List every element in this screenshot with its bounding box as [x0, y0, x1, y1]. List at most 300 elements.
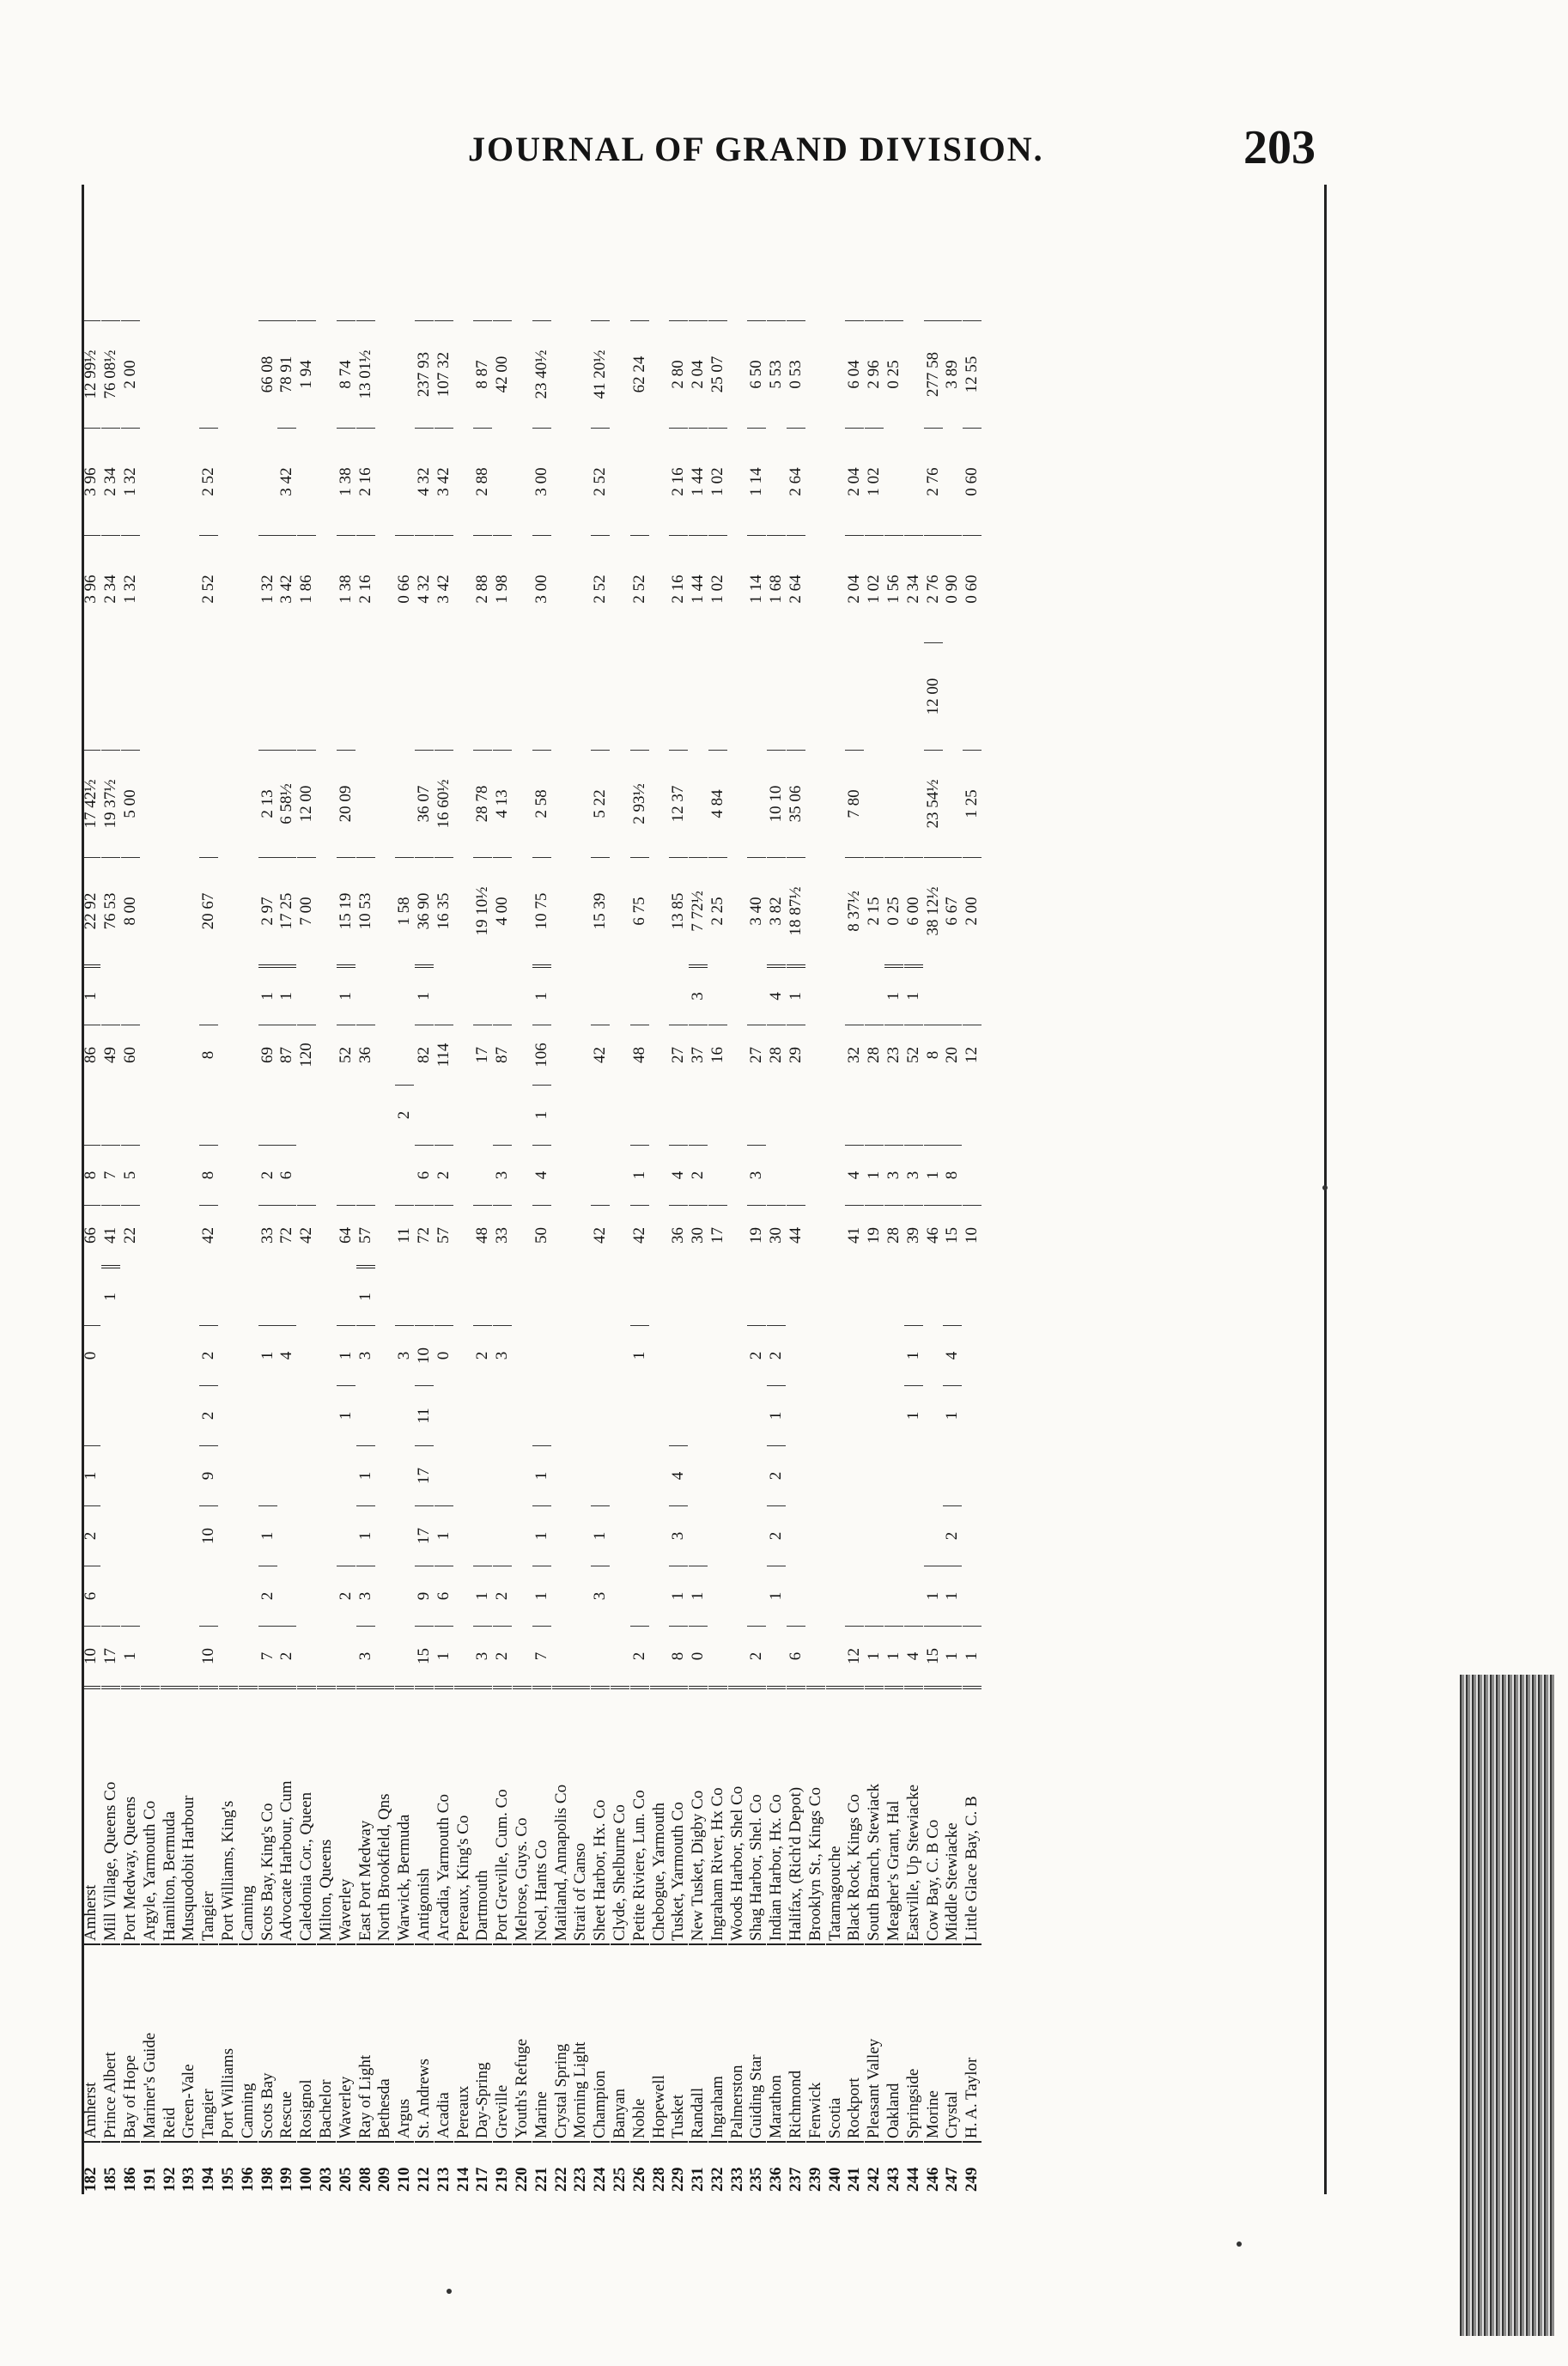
value-cell: 16 35 [435, 857, 453, 964]
division-name: Youth's Refuge [513, 1943, 532, 2141]
division-number: 233 [728, 2141, 747, 2194]
division-number: 193 [179, 2141, 198, 2194]
division-location: Advocate Harbour, Cum [277, 1686, 296, 1943]
table-row [747, 185, 767, 2194]
value-cell: 1 [865, 1626, 884, 1686]
table-row [943, 185, 963, 2194]
value-cell: 41 20½ [591, 320, 610, 428]
value-cell: 1 14 [747, 535, 766, 642]
division-name: Rescue [277, 1943, 296, 2141]
division-number: 185 [101, 2141, 120, 2194]
division-location: Argyle, Yarmouth Co [141, 1686, 160, 1943]
value-cell: 8 37½ [845, 857, 864, 964]
division-location: Tangier [199, 1686, 218, 1943]
value-cell: 8 [199, 1025, 218, 1085]
binding-edge-shadow [1460, 1675, 1554, 2336]
division-number: 249 [963, 2141, 982, 2194]
division-name: Morning Light [571, 1943, 590, 2141]
value-cell: 28 [865, 1025, 884, 1085]
value-cell: 15 [415, 1626, 434, 1686]
value-cell: 78 91 [277, 320, 296, 428]
division-location: Mill Village, Queens Co [101, 1686, 120, 1943]
value-cell: 237 93 [415, 320, 434, 428]
division-location: Tatamagouche [826, 1686, 845, 1943]
value-cell: 3 [747, 1145, 766, 1205]
value-cell: 2 88 [473, 428, 492, 535]
division-location: Tusket, Yarmouth Co [669, 1686, 688, 1943]
value-cell: 1 [787, 964, 805, 1025]
division-name: Bethesda [375, 1943, 394, 2141]
division-number: 192 [161, 2141, 179, 2194]
division-number: 195 [219, 2141, 238, 2194]
value-cell: 10 [963, 1205, 982, 1265]
division-name: Tangier [199, 1943, 218, 2141]
value-cell: 3 [395, 1325, 414, 1385]
division-location: Amherst [82, 1686, 100, 1943]
value-cell: 0 [689, 1626, 708, 1686]
division-number: 186 [121, 2141, 140, 2194]
division-name: Reid [161, 1943, 179, 2141]
value-cell: 7 80 [845, 750, 864, 857]
value-cell: 10 [199, 1626, 218, 1686]
value-cell: 2 64 [787, 428, 805, 535]
returns-table [82, 185, 1327, 2194]
value-cell: 10 [415, 1325, 434, 1385]
division-location: Waverley [337, 1686, 356, 1943]
value-cell: 10 53 [356, 857, 375, 964]
division-location: Port Medway, Queens [121, 1686, 140, 1943]
value-cell: 1 [532, 1445, 551, 1505]
table-row [649, 185, 669, 2194]
value-cell: 12 99½ [82, 320, 100, 428]
division-location: South Branch, Stewiack [865, 1686, 884, 1943]
value-cell: 27 [669, 1025, 688, 1085]
table-row [317, 185, 337, 2194]
division-name: Scots Bay [258, 1943, 277, 2141]
value-cell: 17 25 [277, 857, 296, 964]
value-cell: 1 [904, 1325, 923, 1385]
table-row [160, 185, 179, 2194]
value-cell: 1 [924, 1566, 943, 1626]
division-number: 209 [375, 2141, 394, 2194]
value-cell: 2 [199, 1385, 218, 1445]
division-location: North Brookfield, Qns [375, 1686, 394, 1943]
division-name: Acadia [435, 1943, 453, 2141]
value-cell: 2 52 [199, 535, 218, 642]
division-number: 223 [571, 2141, 590, 2194]
value-cell: 12 [963, 1025, 982, 1085]
value-cell: 8 87 [473, 320, 492, 428]
division-number: 242 [865, 2141, 884, 2194]
value-cell: 12 55 [963, 320, 982, 428]
value-cell: 1 [82, 1445, 100, 1505]
division-location: Clyde, Shelburne Co [611, 1686, 629, 1943]
value-cell: 72 [277, 1205, 296, 1265]
value-cell: 4 32 [415, 428, 434, 535]
value-cell: 6 [787, 1626, 805, 1686]
value-cell: 41 [845, 1205, 864, 1265]
division-name: Palmerston [728, 1943, 747, 2141]
value-cell: 19 [747, 1205, 766, 1265]
value-cell: 1 [277, 964, 296, 1025]
value-cell: 52 [904, 1025, 923, 1085]
value-cell: 0 25 [884, 857, 903, 964]
value-cell: 6 00 [904, 857, 923, 964]
value-cell: 1 38 [337, 535, 356, 642]
table-row [356, 185, 375, 2194]
value-cell: 36 [356, 1025, 375, 1085]
value-cell: 2 34 [101, 535, 120, 642]
value-cell: 86 [82, 1025, 100, 1085]
table-row [571, 185, 591, 2194]
value-cell: 3 [689, 964, 708, 1025]
division-number: 212 [415, 2141, 434, 2194]
table-row [708, 185, 728, 2194]
value-cell: 60 [121, 1025, 140, 1085]
value-cell: 11 [395, 1205, 414, 1265]
value-cell: 23 40½ [532, 320, 551, 428]
value-cell: 22 92 [82, 857, 100, 964]
value-cell: 1 [884, 1626, 903, 1686]
table-row [121, 185, 141, 2194]
value-cell: 76 53 [101, 857, 120, 964]
division-name: Guiding Star [747, 1943, 766, 2141]
value-cell: 3 89 [943, 320, 962, 428]
value-cell: 30 [689, 1205, 708, 1265]
value-cell: 3 [493, 1325, 512, 1385]
value-cell: 2 04 [845, 428, 864, 535]
value-cell: 28 [767, 1025, 786, 1085]
table-row [493, 185, 513, 2194]
division-number: 232 [708, 2141, 727, 2194]
division-name: Argus [395, 1943, 414, 2141]
value-cell: 1 [415, 964, 434, 1025]
value-cell: 2 [277, 1626, 296, 1686]
table-row [727, 185, 747, 2194]
table-row [219, 185, 239, 2194]
division-name: Green-Vale [179, 1943, 198, 2141]
value-cell: 23 [884, 1025, 903, 1085]
value-cell: 1 [943, 1626, 962, 1686]
table-row [179, 185, 199, 2194]
value-cell: 82 [415, 1025, 434, 1085]
page-title: JOURNAL OF GRAND DIVISION. [468, 130, 1044, 168]
value-cell: 1 [258, 1325, 277, 1385]
table-row [903, 185, 923, 2194]
table-row [336, 185, 356, 2194]
value-cell: 20 67 [199, 857, 218, 964]
value-cell: 2 16 [669, 535, 688, 642]
value-cell: 3 [884, 1145, 903, 1205]
table-row [297, 185, 317, 2194]
value-cell: 2 04 [845, 535, 864, 642]
page-number: 203 [1243, 121, 1316, 174]
division-number: 235 [747, 2141, 766, 2194]
value-cell: 1 [258, 964, 277, 1025]
division-name: Hopewell [650, 1943, 669, 2141]
value-cell: 64 [337, 1205, 356, 1265]
value-cell: 16 60½ [435, 750, 453, 857]
value-cell: 3 42 [435, 428, 453, 535]
division-location: Dartmouth [473, 1686, 492, 1943]
table-row [963, 185, 982, 2194]
division-number: 228 [650, 2141, 669, 2194]
value-cell: 4 13 [493, 750, 512, 857]
division-name: Randall [689, 1943, 708, 2141]
value-cell: 1 38 [337, 428, 356, 535]
value-cell: 66 [82, 1205, 100, 1265]
value-cell: 1 [963, 1626, 982, 1686]
value-cell: 2 80 [669, 320, 688, 428]
value-cell: 120 [297, 1025, 316, 1085]
table-row [375, 185, 395, 2194]
value-cell: 2 [747, 1626, 766, 1686]
value-cell: 2 58 [532, 750, 551, 857]
value-cell: 1 [258, 1505, 277, 1566]
value-cell: 277 58 [924, 320, 943, 428]
value-cell: 1 [943, 1385, 962, 1445]
value-cell: 1 86 [297, 535, 316, 642]
value-cell: 2 97 [258, 857, 277, 964]
table-row [669, 185, 689, 2194]
division-number: 241 [845, 2141, 864, 2194]
value-cell: 29 [787, 1025, 805, 1085]
value-cell: 1 02 [708, 428, 727, 535]
division-number: 210 [395, 2141, 414, 2194]
division-number: 219 [493, 2141, 512, 2194]
value-cell: 2 [493, 1626, 512, 1686]
table-row [434, 185, 453, 2194]
division-location: Halifax, (Rich'd Depot) [787, 1686, 805, 1943]
value-cell: 28 [884, 1205, 903, 1265]
value-cell: 3 96 [82, 535, 100, 642]
value-cell: 2 88 [473, 535, 492, 642]
value-cell: 15 [943, 1205, 962, 1265]
division-location: Indian Harbor, Hx. Co [767, 1686, 786, 1943]
division-name: Banyan [611, 1943, 629, 2141]
division-name: Crystal [943, 1943, 962, 2141]
value-cell: 1 [101, 1265, 120, 1325]
value-cell: 2 15 [865, 857, 884, 964]
division-location: Brooklyn St., Kings Co [806, 1686, 825, 1943]
value-cell: 1 58 [395, 857, 414, 964]
value-cell: 1 [532, 1085, 551, 1145]
division-location: Meagher's Grant, Hal [884, 1686, 903, 1943]
value-cell: 1 56 [884, 535, 903, 642]
division-location: Little Glace Bay, C. B [963, 1686, 982, 1943]
division-number: 217 [473, 2141, 492, 2194]
value-cell: 2 [493, 1566, 512, 1626]
value-cell: 3 42 [277, 535, 296, 642]
division-location: Port Greville, Cum. Co [493, 1686, 512, 1943]
value-cell: 2 [767, 1325, 786, 1385]
value-cell: 1 32 [121, 428, 140, 535]
value-cell: 0 90 [943, 535, 962, 642]
division-name: H. A. Taylor [963, 1943, 982, 2141]
division-name: St. Andrews [415, 1943, 434, 2141]
division-name: Noble [630, 1943, 649, 2141]
division-number: 246 [924, 2141, 943, 2194]
value-cell: 107 32 [435, 320, 453, 428]
division-name: Crystal Spring [552, 1943, 571, 2141]
value-cell: 22 [121, 1205, 140, 1265]
value-cell: 4 [943, 1325, 962, 1385]
value-cell: 1 [532, 1566, 551, 1626]
table-row [845, 185, 865, 2194]
division-location: Pereaux, King's Co [454, 1686, 473, 1943]
value-cell: 1 [337, 964, 356, 1025]
division-number: 244 [904, 2141, 923, 2194]
value-cell: 3 40 [747, 857, 766, 964]
value-cell: 35 06 [787, 750, 805, 857]
value-cell: 16 [708, 1025, 727, 1085]
value-cell: 2 [337, 1566, 356, 1626]
value-cell: 1 25 [963, 750, 982, 857]
table-row [611, 185, 630, 2194]
table-row [199, 185, 219, 2194]
division-number: 182 [82, 2141, 100, 2194]
division-location: Caledonia Cor., Queen [297, 1686, 316, 1943]
value-cell: 33 [258, 1205, 277, 1265]
value-cell: 1 [532, 1505, 551, 1566]
value-cell: 10 [82, 1626, 100, 1686]
division-name: Bachelor [317, 1943, 336, 2141]
value-cell: 36 [669, 1205, 688, 1265]
value-cell: 1 [591, 1505, 610, 1566]
value-cell: 3 42 [435, 535, 453, 642]
value-cell: 1 [904, 964, 923, 1025]
value-cell: 4 [904, 1626, 923, 1686]
division-location: Scots Bay, King's Co [258, 1686, 277, 1943]
value-cell: 12 [845, 1626, 864, 1686]
value-cell: 2 16 [356, 535, 375, 642]
value-cell: 1 [473, 1566, 492, 1626]
division-location: Petite Riviere, Lun. Co [630, 1686, 649, 1943]
value-cell: 3 [904, 1145, 923, 1205]
value-cell: 2 16 [669, 428, 688, 535]
value-cell: 17 [708, 1205, 727, 1265]
value-cell: 2 [435, 1145, 453, 1205]
division-number: 225 [611, 2141, 629, 2194]
value-cell: 106 [532, 1025, 551, 1085]
value-cell: 2 [943, 1505, 962, 1566]
value-cell: 1 [356, 1265, 375, 1325]
value-cell: 1 [630, 1145, 649, 1205]
division-number: 240 [826, 2141, 845, 2194]
value-cell: 48 [473, 1205, 492, 1265]
division-name: Canning [239, 1943, 258, 2141]
division-location: Strait of Canso [571, 1686, 590, 1943]
division-name: Port Williams [219, 1943, 238, 2141]
value-cell: 1 [865, 1145, 884, 1205]
division-location: Eastville, Up Stewiacke [904, 1686, 923, 1943]
value-cell: 4 [845, 1145, 864, 1205]
division-name: Marine [532, 1943, 551, 2141]
value-cell: 8 [943, 1145, 962, 1205]
value-cell: 46 [924, 1205, 943, 1265]
value-cell: 17 [415, 1445, 434, 1505]
division-name: Champion [591, 1943, 610, 2141]
value-cell: 17 [415, 1505, 434, 1566]
value-cell: 66 08 [258, 320, 277, 428]
division-number: 222 [552, 2141, 571, 2194]
value-cell: 32 [845, 1025, 864, 1085]
value-cell: 0 66 [395, 535, 414, 642]
division-number: 203 [317, 2141, 336, 2194]
division-location: Middle Stewiacke [943, 1686, 962, 1943]
value-cell: 10 75 [532, 857, 551, 964]
division-location: Hamilton, Bermuda [161, 1686, 179, 1943]
division-number: 205 [337, 2141, 356, 2194]
table-row [884, 185, 904, 2194]
value-cell: 57 [435, 1205, 453, 1265]
value-cell: 5 22 [591, 750, 610, 857]
division-location: Noel, Hants Co [532, 1686, 551, 1943]
value-cell: 2 [258, 1145, 277, 1205]
value-cell: 17 [101, 1626, 120, 1686]
value-cell: 30 [767, 1205, 786, 1265]
division-location: Musquodobit Harbour [179, 1686, 198, 1943]
division-location: Shag Harbor, Shel. Co [747, 1686, 766, 1943]
division-location: New Tusket, Digby Co [689, 1686, 708, 1943]
value-cell: 13 85 [669, 857, 688, 964]
returns-table-wrapper [82, 185, 1327, 2194]
value-cell: 1 44 [689, 428, 708, 535]
division-number: 247 [943, 2141, 962, 2194]
value-cell: 41 [101, 1205, 120, 1265]
value-cell: 15 [924, 1626, 943, 1686]
division-location: Warwick, Bermuda [395, 1686, 414, 1943]
value-cell: 69 [258, 1025, 277, 1085]
division-name: Oakland [884, 1943, 903, 2141]
value-cell: 2 00 [963, 857, 982, 964]
value-cell: 3 00 [532, 428, 551, 535]
value-cell: 2 93½ [630, 750, 649, 857]
value-cell: 2 [767, 1505, 786, 1566]
division-location: Chebogue, Yarmouth [650, 1686, 669, 1943]
value-cell: 1 [943, 1566, 962, 1626]
division-location: Arcadia, Yarmouth Co [435, 1686, 453, 1943]
value-cell: 6 04 [845, 320, 864, 428]
division-name: Fenwick [806, 1943, 825, 2141]
value-cell: 2 00 [121, 320, 140, 428]
value-cell: 44 [787, 1205, 805, 1265]
table-row [923, 185, 943, 2194]
value-cell: 19 37½ [101, 750, 120, 857]
value-cell: 50 [532, 1205, 551, 1265]
value-cell: 36 90 [415, 857, 434, 964]
value-cell: 2 25 [708, 857, 727, 964]
value-cell: 1 [121, 1626, 140, 1686]
division-number: 198 [258, 2141, 277, 2194]
value-cell: 114 [435, 1025, 453, 1085]
division-number: 199 [277, 2141, 296, 2194]
speck [1237, 2241, 1242, 2247]
division-location: Milton, Queens [317, 1686, 336, 1943]
value-cell: 49 [101, 1025, 120, 1085]
value-cell: 1 [630, 1325, 649, 1385]
value-cell: 1 32 [121, 535, 140, 642]
value-cell: 1 32 [258, 535, 277, 642]
value-cell: 2 76 [924, 428, 943, 535]
value-cell: 1 [356, 1505, 375, 1566]
division-name: Ray of Light [356, 1943, 375, 2141]
value-cell: 0 25 [884, 320, 903, 428]
value-cell: 0 60 [963, 428, 982, 535]
table-row [591, 185, 611, 2194]
value-cell: 33 [493, 1205, 512, 1265]
division-number: 243 [884, 2141, 903, 2194]
